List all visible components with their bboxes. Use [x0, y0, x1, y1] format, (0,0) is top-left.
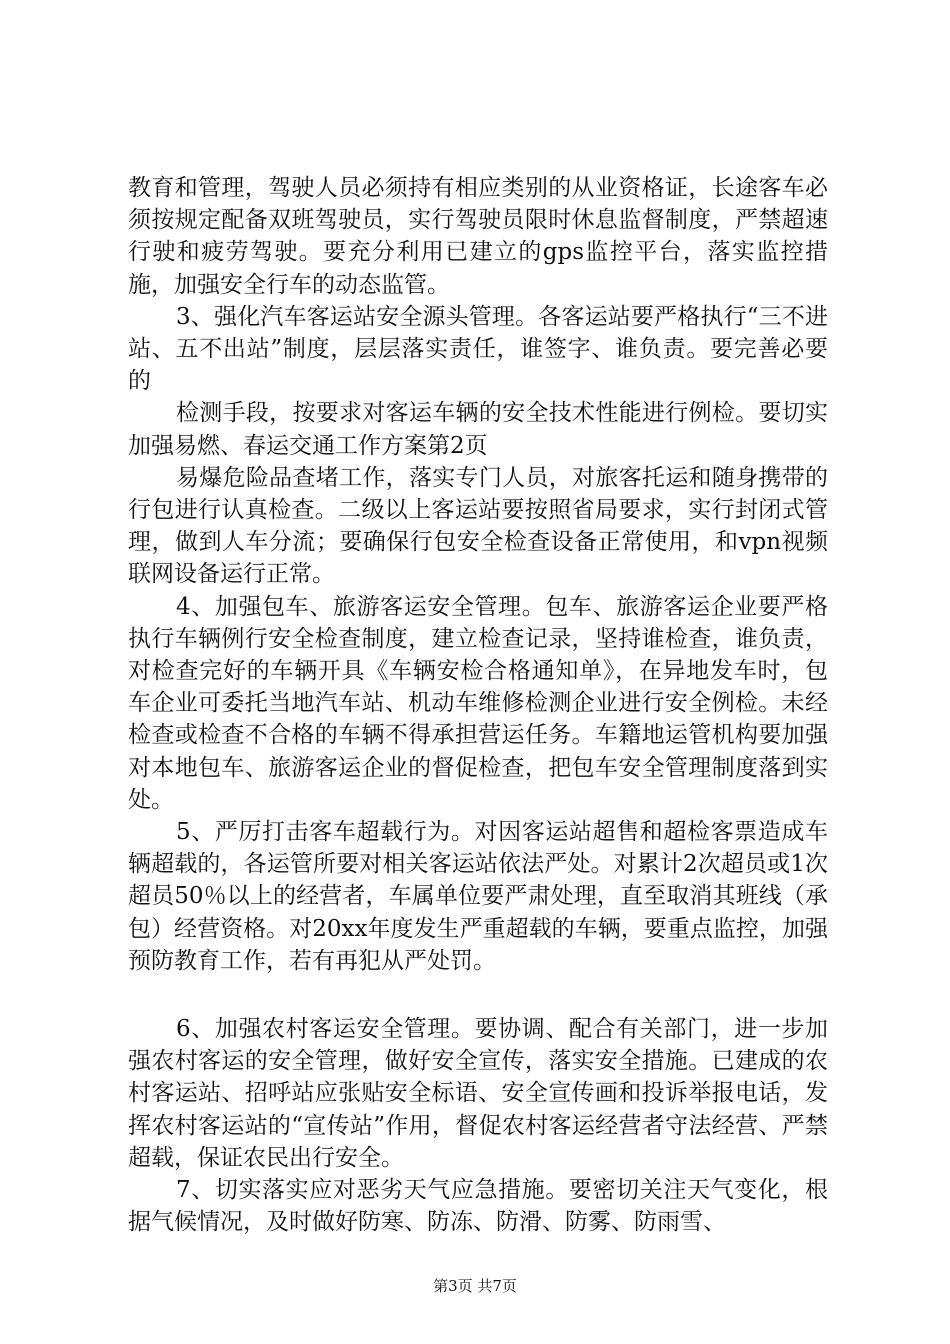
paragraph-item-3: 3、强化汽车客运站安全源头管理。各客运站要严格执行“三不进站、五不出站”制度，层层落实责任，谁签字、谁负责。要完善必要的 [128, 303, 828, 395]
page-footer: 第3页 共7页 [433, 1277, 517, 1295]
document-body [128, 172, 828, 1239]
paragraph-inspection: 检测手段，按要求对客运车辆的安全技术性能进行例检。要切实加强易燃、春运交通工作方案第2页 [128, 400, 828, 459]
paragraph-item-4: 4、加强包车、旅游客运安全管理。包车、旅游客运企业要严格执行车辆例行安全检查制度，建立检查记录，坚持谁检查，谁负责，对检查完好的车辆开具《车辆安检合格通知单》，在异地发车时，包车企业可委托当地汽车站、机动车维修检测企业进行安全例检。未经检查或检查不合格的车辆不得承担营运任务。车籍地运管机构要加强对本地包车、旅游客运企业的督促检查，把包车安全管理制度落到实处。 [128, 593, 828, 813]
paragraph-continuation: 教育和管理，驾驶人员必须持有相应类别的从业资格证，长途客车必须按规定配备双班驾驶员，实行驾驶员限时休息监督制度，严禁超速行驶和疲劳驾驶。要充分利用已建立的gps监控平台，落实监控措施，加强安全行车的动态监管。 [128, 175, 828, 298]
paragraph-dangerous-goods: 易爆危险品查堵工作，落实专门人员，对旅客托运和随身携带的行包进行认真检查。二级以上客运站要按照省局要求，实行封闭式管理，做到人车分流；要确保行包安全检查设备正常使用，和vpn视频联网设备运行正常。 [128, 464, 828, 588]
paragraph-item-5: 5、严厉打击客车超载行为。对因客运站超售和超检客票造成车辆超载的，各运管所要对相关客运站依法严处。对累计2次超员或1次超员50％以上的经营者，车属单位要严肃处理，直至取消其班线（承包）经营资格。对20xx年度发生严重超载的车辆，要重点监控，加强预防教育工作，若有再犯从严处罚。 [128, 819, 828, 974]
paragraph-item-7: 7、切实落实应对恶劣天气应急措施。要密切关注天气变化，根据气候情况，及时做好防寒、防冻、防滑、防雾、防雨雪、 [128, 1177, 828, 1236]
paragraph-item-6: 6、加强农村客运安全管理。要协调、配合有关部门，进一步加强农村客运的安全管理，做好安全宣传，落实安全措施。已建成的农村客运站、招呼站应张贴安全标语、安全宣传画和投诉举报电话，发挥农村客运站的“宣传站”作用，督促农村客运经营者守法经营、严禁超载，保证农民出行安全。 [128, 1016, 828, 1171]
